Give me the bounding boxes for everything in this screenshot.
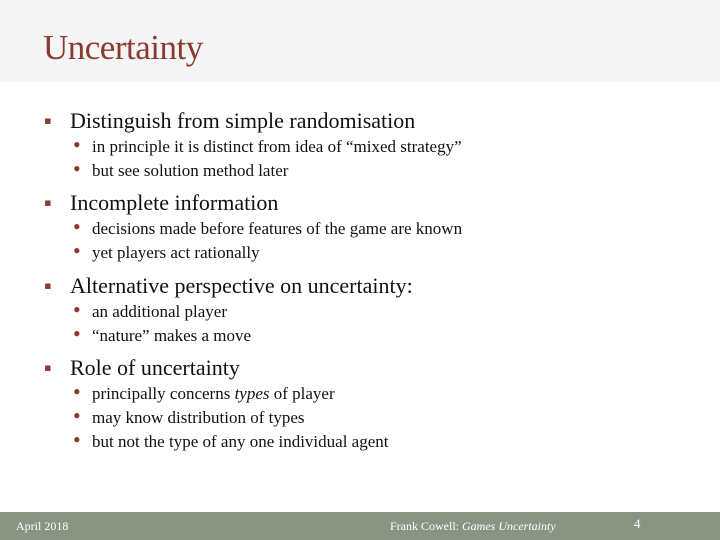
- list-item: [0, 321, 720, 350]
- item-text-tail: of player: [269, 384, 335, 403]
- item-text: but see solution method later: [92, 161, 289, 180]
- round-bullet-icon: •: [73, 238, 81, 263]
- square-bullet-icon: ▪: [44, 190, 52, 215]
- footer-author: [390, 519, 556, 534]
- round-bullet-icon: •: [73, 214, 81, 239]
- round-bullet-icon: •: [73, 321, 81, 346]
- slide-title: Uncertainty: [43, 28, 203, 67]
- item-text: may know distribution of types: [92, 408, 305, 427]
- square-bullet-icon: ▪: [44, 355, 52, 380]
- section-heading: Distinguish from simple randomisation: [70, 108, 416, 133]
- section-heading: Alternative perspective on uncertainty:: [70, 273, 413, 298]
- round-bullet-icon: •: [73, 156, 81, 181]
- square-bullet-icon: ▪: [44, 273, 52, 298]
- list-item: [0, 132, 720, 161]
- list-item: [0, 297, 720, 326]
- item-text: in principle it is distinct from idea of “mixed strategy”: [92, 137, 462, 156]
- list-item: [0, 214, 720, 243]
- list-item: [0, 156, 720, 185]
- round-bullet-icon: •: [73, 297, 81, 322]
- square-bullet-icon: ▪: [44, 108, 52, 133]
- item-emphasis: types: [234, 384, 270, 403]
- item-text: “nature” makes a move: [92, 326, 252, 345]
- list-item: [0, 238, 720, 267]
- item-text: principally concerns: [92, 384, 235, 403]
- round-bullet-icon: •: [73, 427, 81, 452]
- round-bullet-icon: •: [73, 379, 81, 404]
- item-text: but not the type of any one individual agent: [92, 432, 389, 451]
- footer-author-topic: Games Uncertainty: [462, 519, 556, 533]
- item-text: yet players act rationally: [92, 243, 260, 262]
- round-bullet-icon: •: [73, 132, 81, 157]
- list-item: [0, 403, 720, 432]
- slide-footer: [0, 512, 720, 540]
- list-item: [0, 379, 720, 408]
- page-number: 4: [634, 516, 641, 531]
- footer-author-name: Frank Cowell:: [390, 519, 462, 533]
- item-text: an additional player: [92, 302, 228, 321]
- section-heading: Role of uncertainty: [70, 355, 240, 380]
- item-text: decisions made before features of the game are known: [92, 219, 463, 238]
- section-heading: Incomplete information: [70, 190, 279, 215]
- round-bullet-icon: •: [73, 403, 81, 428]
- footer-date: April 2018: [16, 519, 69, 533]
- list-item: [0, 427, 720, 456]
